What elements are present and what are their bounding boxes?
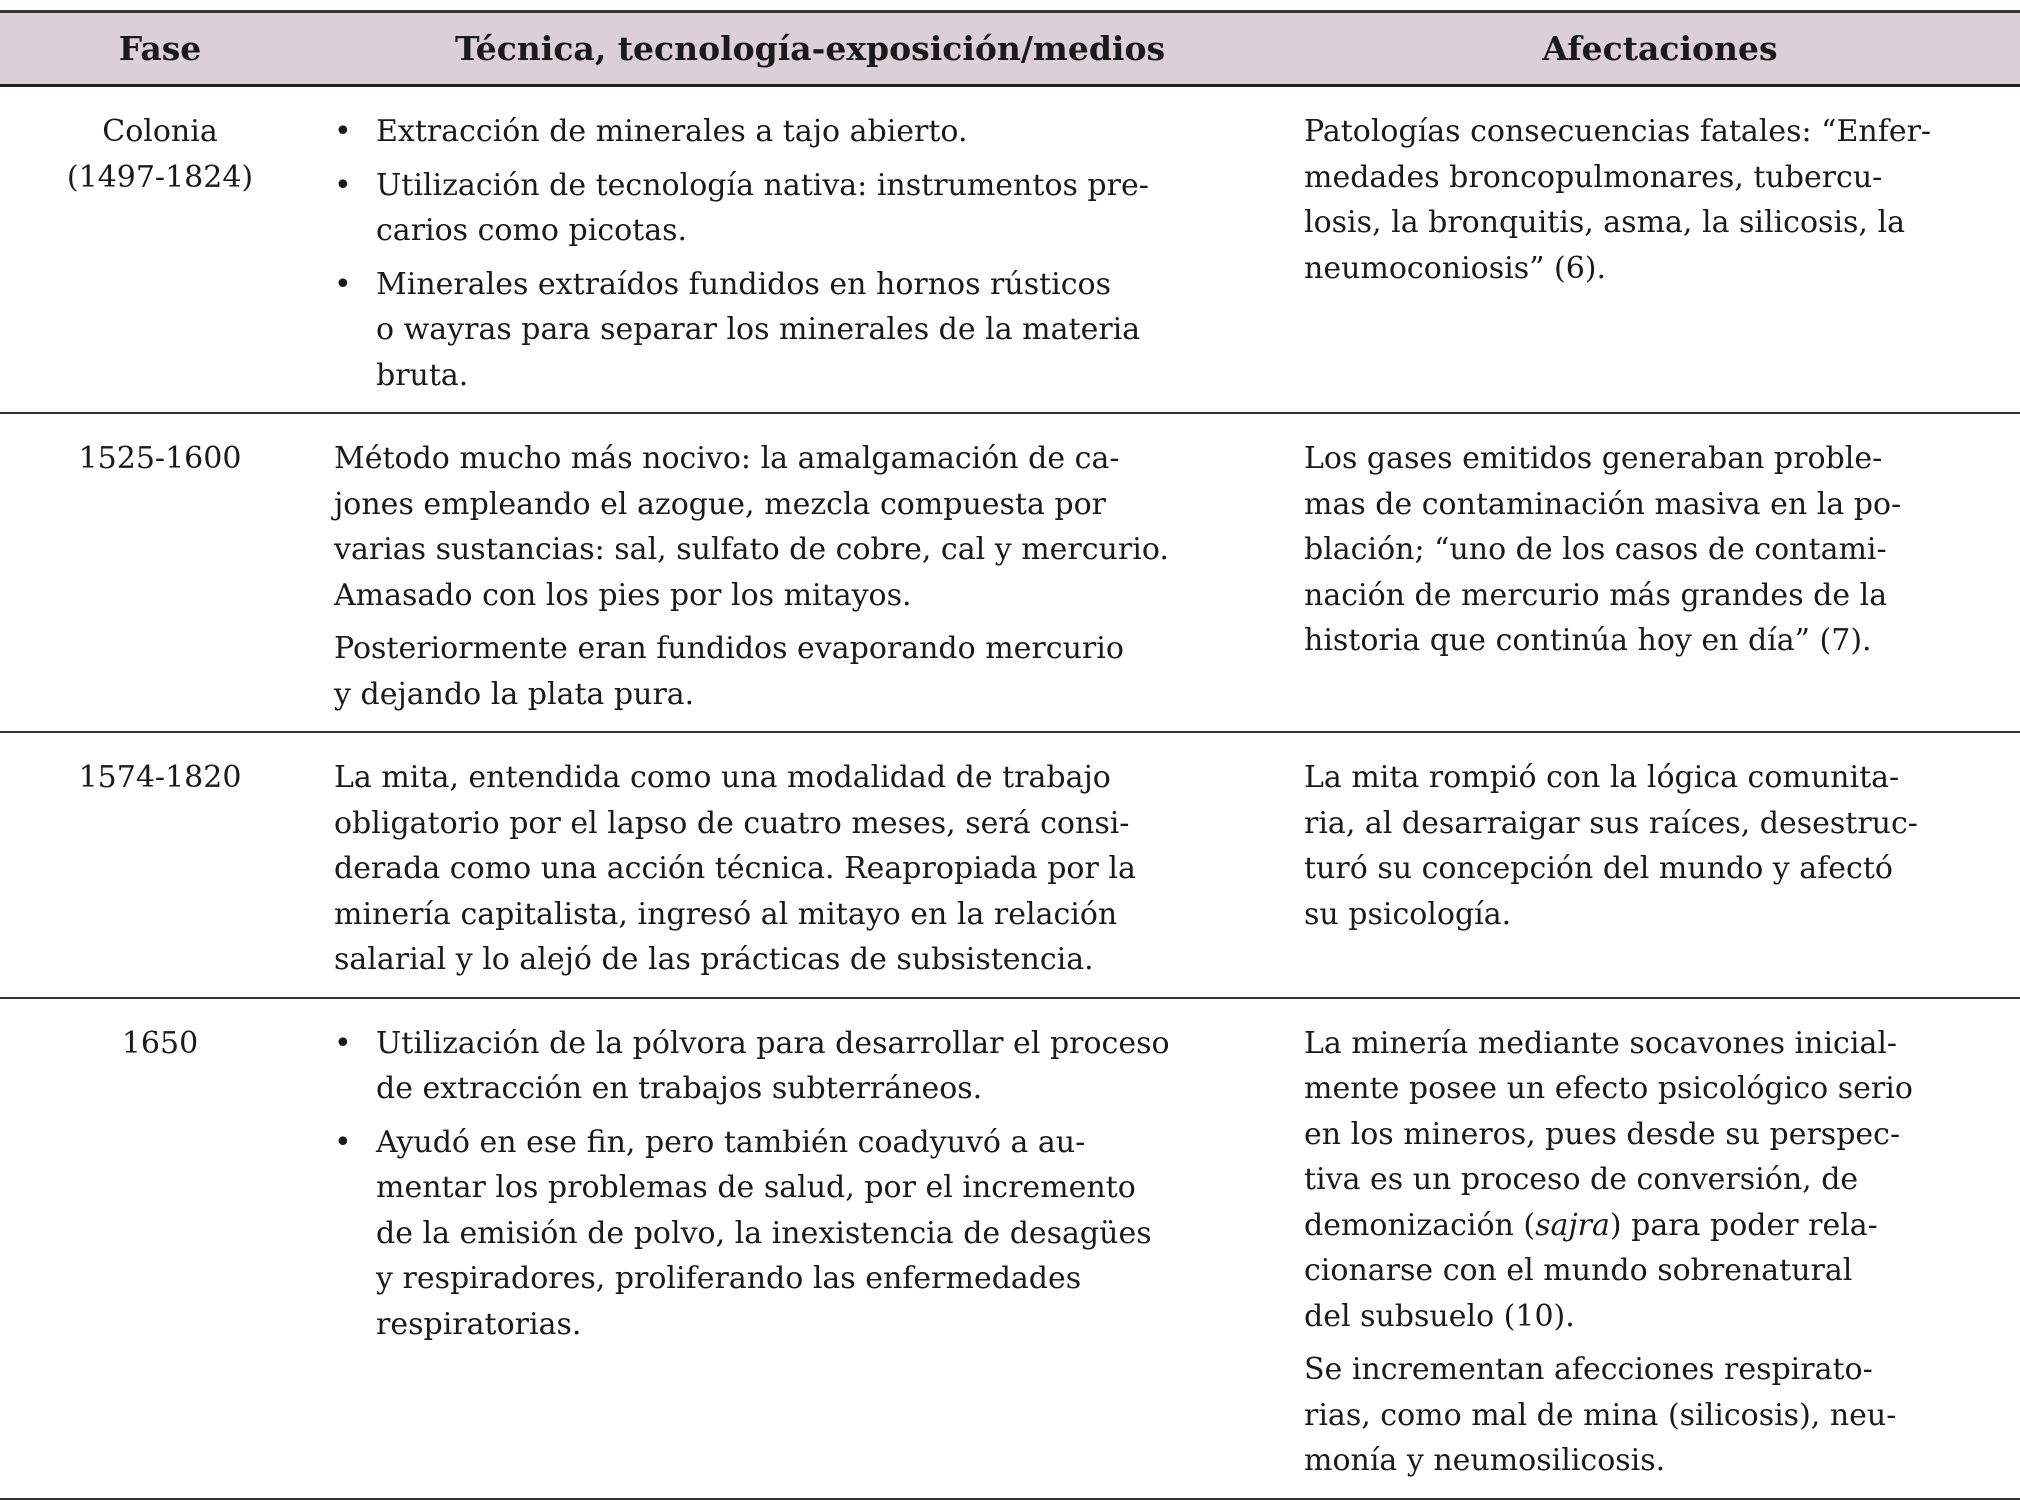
paragraph bbox=[1304, 1347, 2020, 1484]
fase-line: 1650 bbox=[121, 1025, 199, 1061]
paragraph bbox=[1304, 755, 2020, 937]
text-line: • Ayudó en ese fin, pero también coadyuvó a au- bbox=[376, 1124, 1086, 1160]
text-line: jones empleando el azogue, mezcla compuesta por bbox=[334, 486, 1107, 522]
text-line: Se incrementan afecciones respirato- bbox=[1304, 1352, 1873, 1387]
text-line: o wayras para separar los minerales de la materia bbox=[376, 312, 1141, 347]
text-line: cionarse con el mundo sobrenatural bbox=[1304, 1253, 1853, 1288]
text-line: carios como picotas. bbox=[376, 213, 688, 248]
text-line: tiva es un proceso de conversión, de bbox=[1304, 1162, 1859, 1197]
table-row bbox=[0, 998, 2020, 1499]
text-line: La minería mediante socavones inicial- bbox=[1304, 1025, 1898, 1061]
text-line: obligatorio por el lapso de cuatro meses, será consi- bbox=[334, 805, 1130, 841]
table-row bbox=[0, 86, 2020, 414]
phases-table bbox=[0, 10, 2020, 1500]
bullet-item bbox=[334, 163, 1300, 254]
text-line: • Utilización de tecnología nativa: instrumentos pre- bbox=[376, 167, 1149, 203]
text-line: ria, al desarraigar sus raíces, desestruc- bbox=[1304, 805, 1918, 841]
text-line: nación de mercurio más grandes de la bbox=[1304, 577, 1888, 613]
table-row bbox=[0, 413, 2020, 732]
header-tecnica: Técnica, tecnología-exposición/medios bbox=[320, 12, 1300, 86]
afectaciones-cell bbox=[1300, 413, 2020, 732]
text-line: turó su concepción del mundo y afectó bbox=[1304, 851, 1893, 886]
text-line: • Utilización de la pólvora para desarrollar el proceso bbox=[376, 1025, 1170, 1061]
fase-line: (1497-1824) bbox=[66, 159, 254, 195]
text-line: Posteriormente eran fundidos evaporando mercurio bbox=[334, 631, 1124, 666]
text-line: derada como una acción técnica. Reapropiada por la bbox=[334, 851, 1136, 886]
fase-line: Colonia bbox=[102, 114, 218, 149]
table-body bbox=[0, 86, 2020, 1499]
paragraph bbox=[1304, 109, 2020, 291]
fase-cell bbox=[0, 86, 320, 414]
text-line: salarial y lo alejó de las prácticas de subsistencia. bbox=[334, 942, 1094, 977]
text-line: mas de contaminación masiva en la po- bbox=[1304, 486, 1902, 522]
tecnica-cell bbox=[320, 998, 1300, 1499]
text-line: Amasado con los pies por los mitayos. bbox=[334, 577, 912, 613]
text-line: medades broncopulmonares, tubercu- bbox=[1304, 159, 1883, 195]
text-line: rias, como mal de mina (silicosis), neu- bbox=[1304, 1397, 1897, 1433]
bullet-item bbox=[334, 262, 1300, 399]
bullet-item bbox=[334, 1120, 1300, 1348]
text-line: historia que continúa hoy en día” (7). bbox=[1304, 623, 1872, 658]
text-line: de extracción en trabajos subterráneos. bbox=[376, 1071, 983, 1106]
text-line: y dejando la plata pura. bbox=[334, 676, 695, 712]
text-line: y respiradores, proliferando las enfermedades bbox=[376, 1261, 1082, 1296]
text-line: neumoconiosis” (6). bbox=[1304, 250, 1607, 286]
paragraph bbox=[1304, 1021, 2020, 1340]
text-line: minería capitalista, ingresó al mitayo en la relación bbox=[334, 896, 1118, 932]
bullet-item bbox=[334, 1021, 1300, 1112]
fase-cell bbox=[0, 998, 320, 1499]
italic-term: sajra bbox=[1535, 1207, 1610, 1243]
text-segment: demonización ( bbox=[1304, 1207, 1536, 1243]
header-fase: Fase bbox=[0, 12, 320, 86]
text-line: blación; “uno de los casos de contami- bbox=[1304, 532, 1887, 567]
text-line: losis, la bronquitis, asma, la silicosis, la bbox=[1304, 205, 1905, 240]
text-line: respiratorias. bbox=[376, 1306, 582, 1342]
tecnica-cell bbox=[320, 86, 1300, 414]
table-row bbox=[0, 732, 2020, 998]
text-line bbox=[1304, 1203, 2020, 1249]
fase-line: 1574-1820 bbox=[78, 760, 242, 795]
fase-cell bbox=[0, 413, 320, 732]
table-header-row bbox=[0, 12, 2020, 86]
text-line: La mita, entendida como una modalidad de trabajo bbox=[334, 760, 1111, 795]
bullet-item bbox=[334, 109, 1300, 155]
header-afectaciones: Afectaciones bbox=[1300, 12, 2020, 86]
text-line: Patologías consecuencias fatales: “Enfer- bbox=[1304, 114, 1932, 149]
text-line: La mita rompió con la lógica comunita- bbox=[1304, 760, 1900, 795]
text-line: bruta. bbox=[376, 357, 469, 393]
afectaciones-cell bbox=[1300, 998, 2020, 1499]
afectaciones-cell bbox=[1300, 86, 2020, 414]
text-line: mente posee un efecto psicológico serio bbox=[1304, 1071, 1913, 1106]
text-line: Método mucho más nocivo: la amalgamación de ca- bbox=[334, 441, 1120, 476]
paragraph bbox=[1304, 436, 2020, 664]
text-line: monía y neumosilicosis. bbox=[1304, 1443, 1666, 1478]
fase-cell bbox=[0, 732, 320, 998]
fase-line: 1525-1600 bbox=[78, 441, 242, 476]
text-line: Los gases emitidos generaban proble- bbox=[1304, 441, 1883, 476]
tecnica-cell bbox=[320, 732, 1300, 998]
text-line: su psicología. bbox=[1304, 896, 1512, 932]
tecnica-cell bbox=[320, 413, 1300, 732]
text-line: varias sustancias: sal, sulfato de cobre, cal y mercurio. bbox=[334, 532, 1169, 567]
paragraph bbox=[334, 626, 1300, 717]
text-line: en los mineros, pues desde su perspec- bbox=[1304, 1116, 1901, 1152]
paragraph bbox=[334, 436, 1300, 618]
text-line: • Minerales extraídos fundidos en hornos rústicos bbox=[376, 266, 1111, 302]
text-line: de la emisión de polvo, la inexistencia de desagües bbox=[376, 1215, 1152, 1251]
text-line: mentar los problemas de salud, por el incremento bbox=[376, 1170, 1136, 1205]
afectaciones-cell bbox=[1300, 732, 2020, 998]
paragraph bbox=[334, 755, 1300, 983]
text-segment: ) para poder rela- bbox=[1609, 1207, 1878, 1243]
text-line: del subsuelo (10). bbox=[1304, 1298, 1575, 1334]
text-line: • Extracción de minerales a tajo abierto. bbox=[376, 114, 968, 149]
